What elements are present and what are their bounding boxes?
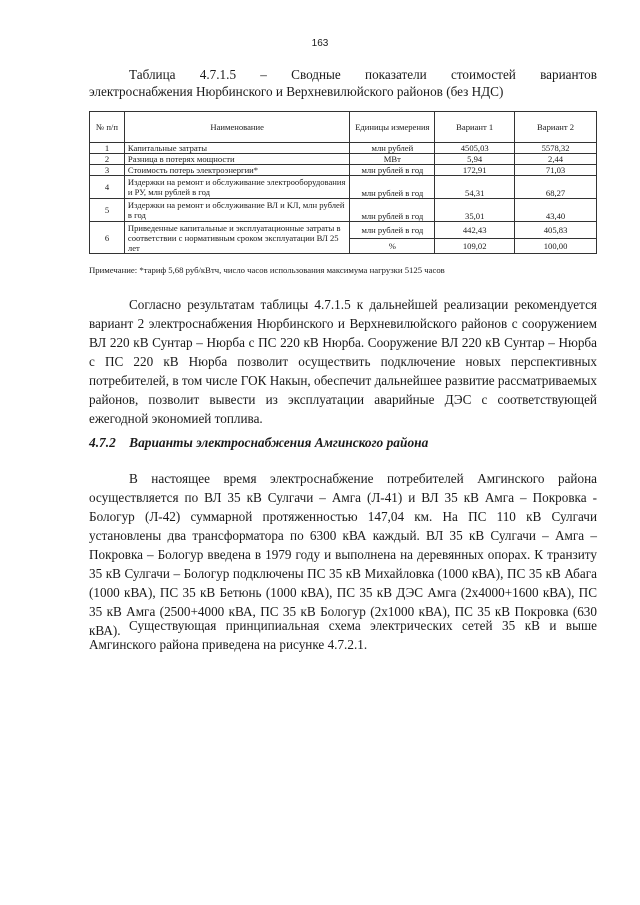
table-row xyxy=(90,143,597,154)
paragraph-current-state: В настоящее время электроснабжение потребителей Амгинского района осуществляется по ВЛ 35 кВ Сулгачи – Амга (Л-41) и ВЛ 35 кВ Амга – Покровка - Бологур (Л-42) суммарной протяженностью 147,04 км. На ПС 110 кВ Сулгачи установлены два трансформатора по 6300 кВА каждый. ВЛ 35 кВ Сулгачи – Амга – Покровка – Бологур введена в 1979 году и выполнена на деревянных опорах. К транзиту 35 кВ Сулгачи – Бологур подключены ПС 35 кВ Михайловка (1000 кВА), ПС 35 кВ Абага (1000 кВА), ПС 35 кВ Бетюнь (1000 кВА), ПС 35 кВ ДЭС Амга (2х4000+1600 кВА), ПС 35 кВ Амга (2500+4000 кВА, ПС 35 кВ Бологур (2х1000 кВА), ПС 35 кВ Покровка (630 кВА). xyxy=(89,471,597,638)
table-row xyxy=(90,154,597,165)
row-num: 6 xyxy=(90,222,125,254)
header-v1: Вариант 1 xyxy=(435,112,515,143)
row-unit: млн рублей в год xyxy=(350,165,435,176)
row-name: Издержки на ремонт и обслуживание ВЛ и КЛ, млн рублей в год xyxy=(124,199,350,222)
row-unit: млн рублей в год xyxy=(350,199,435,222)
row-name: Приведенные капитальные и эксплуатационные затраты в соответствии с нормативным сроком эксплуатации ВЛ 25 лет xyxy=(124,222,350,254)
row-v1-b: 109,02 xyxy=(435,239,515,254)
row-num: 2 xyxy=(90,154,125,165)
table-row xyxy=(90,176,597,199)
table-note: Примечание: *тариф 5,68 руб/кВтч, число часов использования максимума нагрузки 5125 часов xyxy=(89,265,445,275)
row-unit-a: млн рублей в год xyxy=(350,222,435,239)
row-unit-b: % xyxy=(350,239,435,254)
table-header-row xyxy=(90,112,597,143)
row-v1: 5,94 xyxy=(435,154,515,165)
row-v2: 68,27 xyxy=(515,176,597,199)
table-caption-line2: электроснабжения Нюрбинского и Верхневилюйского районов (без НДС) xyxy=(89,84,504,99)
row-num: 5 xyxy=(90,199,125,222)
table-row xyxy=(90,165,597,176)
row-v2: 2,44 xyxy=(515,154,597,165)
row-num: 3 xyxy=(90,165,125,176)
row-v1-a: 442,43 xyxy=(435,222,515,239)
row-name: Капитальные затраты xyxy=(124,143,350,154)
row-num: 4 xyxy=(90,176,125,199)
row-v2: 43,40 xyxy=(515,199,597,222)
header-v2: Вариант 2 xyxy=(515,112,597,143)
header-unit: Единицы измерения xyxy=(350,112,435,143)
row-num: 1 xyxy=(90,143,125,154)
row-name: Разница в потерях мощности xyxy=(124,154,350,165)
row-name: Издержки на ремонт и обслуживание электрооборудования и РУ, млн рублей в год xyxy=(124,176,350,199)
table-row xyxy=(90,222,597,239)
row-unit: млн рублей в год xyxy=(350,176,435,199)
row-v1: 54,31 xyxy=(435,176,515,199)
paragraph-scheme-reference: Существующая принципиальная схема электрических сетей 35 кВ и выше Амгинского района приведена на рисунке 4.7.2.1. xyxy=(89,618,597,652)
paragraph-conclusion: Согласно результатам таблицы 4.7.1.5 к дальнейшей реализации рекомендуется вариант 2 электроснабжения Нюрбинского и Верхневилюйского районов с сооружением ВЛ 220 кВ Сунтар – Нюрба с ПС 220 кВ Нюрба. Сооружение ВЛ 220 кВ Сунтар – Нюрба с ПС 220 кВ Нюрба позволит осуществить подключение новых перспективных потребителей, в том числе ГОК Накын, обеспечит дальнейшее развитие рассматриваемых районов, позволит вывести из эксплуатации аварийные ДЭС с соответствующей ежегодной экономией топлива. xyxy=(89,297,597,426)
table-row xyxy=(90,199,597,222)
section-heading xyxy=(89,435,428,451)
row-unit: МВт xyxy=(350,154,435,165)
row-v1: 172,91 xyxy=(435,165,515,176)
table-caption xyxy=(89,66,597,100)
row-v1: 35,01 xyxy=(435,199,515,222)
page-number: 163 xyxy=(311,38,329,49)
section-title: Варианты электроснабжения Амгинского района xyxy=(129,435,429,450)
row-v2-b: 100,00 xyxy=(515,239,597,254)
row-v1: 4505,03 xyxy=(435,143,515,154)
row-v2: 5578,32 xyxy=(515,143,597,154)
row-name: Стоимость потерь электроэнергии* xyxy=(124,165,350,176)
row-unit: млн рублей xyxy=(350,143,435,154)
row-v2-a: 405,83 xyxy=(515,222,597,239)
row-v2: 71,03 xyxy=(515,165,597,176)
header-name: Наименование xyxy=(124,112,350,143)
summary-table xyxy=(89,111,597,254)
section-number: 4.7.2 xyxy=(89,435,116,450)
table-caption-line1: Таблица 4.7.1.5 – Сводные показатели стоимостей вариантов xyxy=(129,67,597,82)
header-num: № п/п xyxy=(90,112,125,143)
